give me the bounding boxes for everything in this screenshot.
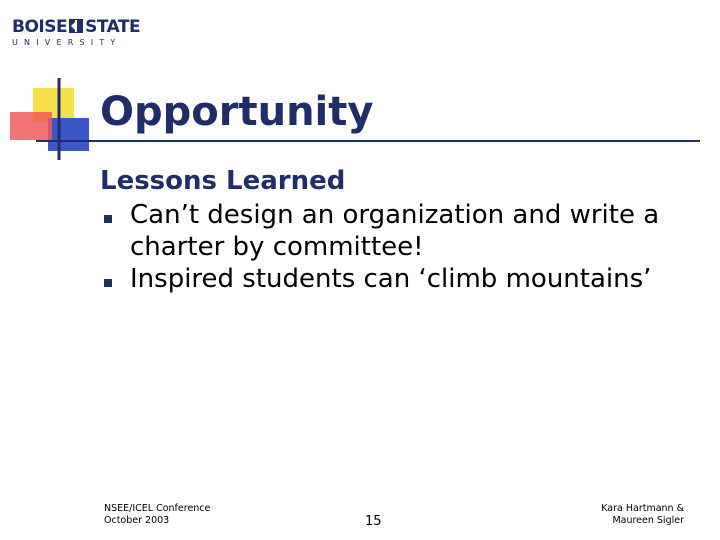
footer-authors [601,503,684,527]
footer-author-line2: Maureen Sigler [612,515,684,526]
logo-name-left: BOISE [12,17,68,37]
square-bullet-icon [104,279,112,287]
logo-subtitle: UNIVERSITY [12,38,122,47]
slide-number: 15 [365,514,382,529]
bullet-text: Can’t design an organization and write a charter by committee! [130,200,660,262]
slide-title: Opportunity [100,89,374,135]
bullet-item [100,199,700,263]
section-heading: Lessons Learned [100,166,346,196]
footer-conference [104,503,210,527]
bullet-list [100,199,700,295]
slide-content [100,163,700,295]
footer-conference-name: NSEE/ICEL Conference [104,503,211,514]
deco-blue-square [48,118,89,151]
bullet-text: Inspired students can ‘climb mountains’ [130,264,652,294]
footer-conference-date: October 2003 [104,515,170,526]
square-bullet-icon [104,215,112,223]
logo-name-right: STATE [85,17,141,37]
bullet-item [100,263,700,295]
title-decoration [0,0,720,170]
footer-author-line1: Kara Hartmann & [601,503,684,514]
deco-red-square [10,112,52,140]
